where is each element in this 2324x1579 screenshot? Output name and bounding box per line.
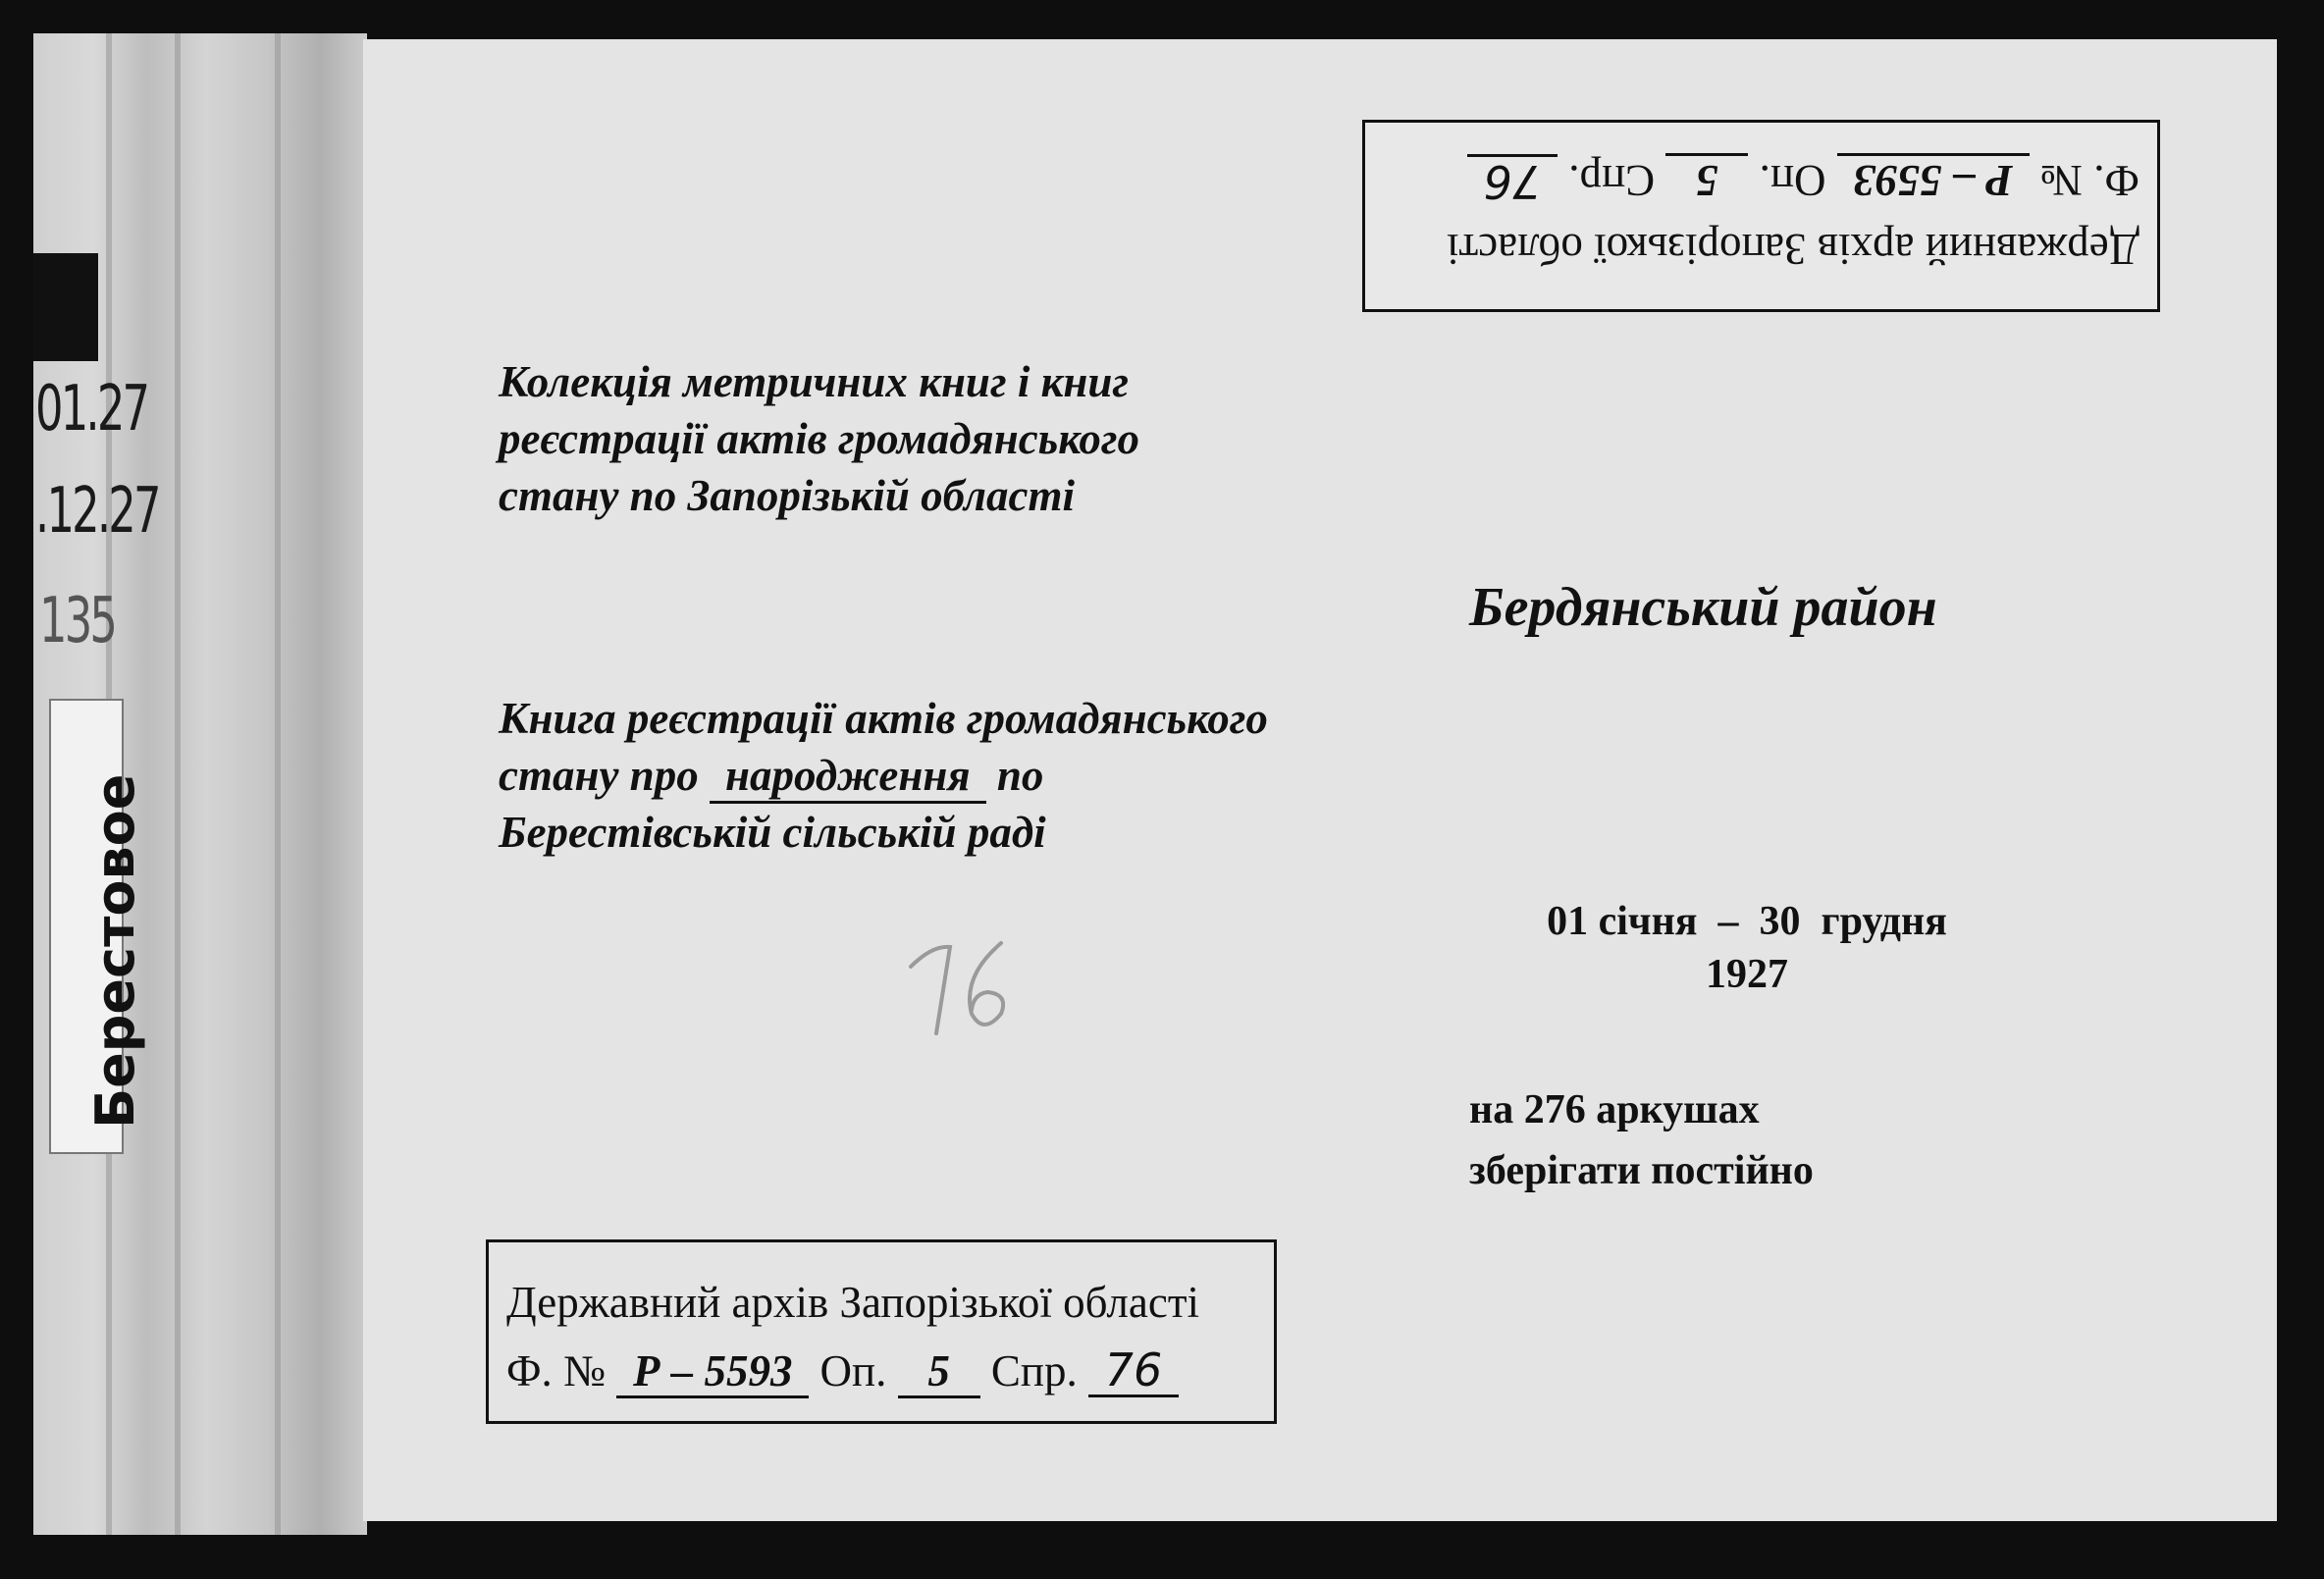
handwritten-digit-7: [911, 947, 950, 1033]
spine-start-date: 01.27: [35, 373, 148, 446]
book-line-3: Берестівській сільській раді: [499, 808, 1046, 857]
record-type-field: народження: [710, 750, 986, 804]
book-line-2: [499, 747, 1268, 804]
spine-stitch: [275, 33, 281, 1535]
stamp-opis-label: Оп.: [819, 1346, 887, 1395]
spine-stitch: [175, 33, 181, 1535]
stamp-top-fund-label: Ф. №: [2040, 156, 2139, 205]
archive-stamp-upside-down: [1362, 120, 2160, 312]
stamp-opis-value: 5: [898, 1346, 980, 1398]
collection-line-1: Колекція метричних книг і книг: [499, 357, 1129, 406]
spine-end-date: .12.27: [35, 475, 159, 548]
sheet-info: [1469, 1079, 1814, 1201]
stamp-top-sprava-label: Спр.: [1568, 156, 1656, 205]
spine-number: 135: [39, 585, 116, 658]
collection-line-3: стану по Запорізькій області: [499, 471, 1075, 520]
spine-black-mark: [33, 253, 98, 361]
stamp-top-title: Державний архів Запорізької області: [1447, 225, 2139, 274]
stamp-fund-value: Р – 5593: [616, 1346, 809, 1398]
collection-title: [499, 353, 1139, 524]
date-range: [1502, 895, 1992, 1001]
book-line-2-suffix: по: [996, 751, 1044, 800]
stamp-top-reference: [1365, 146, 2139, 215]
stamp-reference: [506, 1337, 1274, 1405]
stamp-top-sprava-value: 76: [1467, 154, 1558, 206]
stamp-sprava-value: 76: [1088, 1345, 1179, 1397]
spine-label-text: Берестовое: [84, 773, 146, 1129]
book-description: [499, 690, 1268, 861]
archive-stamp: [486, 1239, 1277, 1424]
book-line-2-prefix: стану про: [499, 751, 699, 800]
stamp-fund-label: Ф. №: [506, 1346, 606, 1395]
book-line-1: Книга реєстрації актів громадянського: [499, 694, 1268, 743]
stamp-top-opis-label: Оп.: [1759, 156, 1826, 205]
sheet-count: на 276 аркушах: [1469, 1087, 1760, 1132]
date-year: 1927: [1706, 952, 1788, 997]
handwritten-number-mark: [903, 937, 1040, 1045]
stamp-title: Державний архів Запорізької області: [506, 1278, 1199, 1327]
stamp-top-fund-value: Р – 5593: [1837, 153, 2030, 205]
stamp-top-opis-value: 5: [1665, 153, 1748, 205]
collection-line-2: реєстрації актів громадянського: [499, 414, 1139, 463]
handwritten-digit-6: [970, 943, 1003, 1025]
stamp-sprava-label: Спр.: [990, 1346, 1078, 1395]
date-range-text: 01 січня – 30 грудня: [1547, 899, 1947, 944]
storage-term: зберігати постійно: [1469, 1148, 1814, 1193]
district-title: Бердянський район: [1469, 577, 1937, 638]
